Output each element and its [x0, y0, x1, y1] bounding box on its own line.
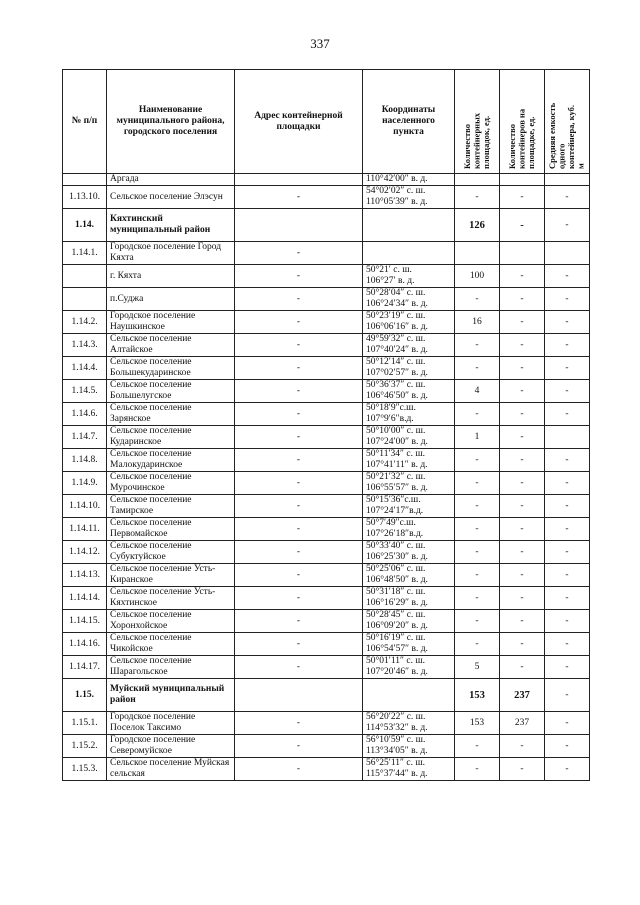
sites-count: 153 — [455, 712, 500, 735]
container-address: - — [235, 357, 363, 380]
table-row — [63, 357, 590, 380]
container-capacity: - — [545, 633, 590, 656]
container-address: - — [235, 656, 363, 679]
header-coords: Координаты населенного пункта — [363, 70, 455, 174]
containers-count: - — [500, 288, 545, 311]
header-sites-count — [455, 70, 500, 174]
coordinates: 50°11′34″ с. ш. 107°41′11″ в. д. — [363, 449, 455, 472]
header-name: Наименование муниципального района, городского поселения — [107, 70, 235, 174]
coordinates: 50°31′18″ с. ш. 106°16′29″ в. д. — [363, 587, 455, 610]
row-number — [63, 265, 107, 288]
container-capacity: - — [545, 656, 590, 679]
coordinates — [363, 679, 455, 712]
table-row — [63, 186, 590, 209]
settlement-name: Муйский муниципальный район — [107, 679, 235, 712]
container-capacity: - — [545, 403, 590, 426]
coordinates: 50°12′14″ с. ш. 107°02′57″ в. д. — [363, 357, 455, 380]
container-capacity: - — [545, 712, 590, 735]
row-number: 1.14. — [63, 209, 107, 242]
container-capacity: - — [545, 265, 590, 288]
header-containers-count — [500, 70, 545, 174]
container-address: - — [235, 449, 363, 472]
container-capacity: - — [545, 679, 590, 712]
coordinates: 50°15′36″с.ш. 107°24′17″в.д. — [363, 495, 455, 518]
sites-count: - — [455, 587, 500, 610]
sites-count: - — [455, 334, 500, 357]
container-capacity: - — [545, 357, 590, 380]
table-row — [63, 426, 590, 449]
containers-count: - — [500, 311, 545, 334]
containers-count: - — [500, 758, 545, 781]
coordinates: 50°33′40″ с. ш. 106°25′30″ в. д. — [363, 541, 455, 564]
row-number: 1.14.5. — [63, 380, 107, 403]
containers-count: - — [500, 426, 545, 449]
container-address: - — [235, 712, 363, 735]
row-number: 1.14.9. — [63, 472, 107, 495]
settlement-name: Сельское поселение Усть-Кяхтинское — [107, 587, 235, 610]
containers-count: - — [500, 564, 545, 587]
settlement-name: Сельское поселение Малокударинское — [107, 449, 235, 472]
table-row — [63, 449, 590, 472]
container-address: - — [235, 380, 363, 403]
coordinates: 50°25′06″ с. ш. 106°48′50″ в. д. — [363, 564, 455, 587]
row-number: 1.14.15. — [63, 610, 107, 633]
coordinates: 50°21′ с. ш. 106°27′ в. д. — [363, 265, 455, 288]
container-address: - — [235, 186, 363, 209]
settlement-name: Городское поселение Поселок Таксимо — [107, 712, 235, 735]
container-capacity: - — [545, 186, 590, 209]
sites-count: 4 — [455, 380, 500, 403]
container-address: - — [235, 541, 363, 564]
sites-count: - — [455, 735, 500, 758]
sites-count: - — [455, 449, 500, 472]
coordinates: 110°42′00″ в. д. — [363, 174, 455, 186]
row-number: 1.15.2. — [63, 735, 107, 758]
table-row — [63, 242, 590, 265]
coordinates: 56°20′22″ с. ш. 114°53′32″ в. д. — [363, 712, 455, 735]
containers-count: - — [500, 265, 545, 288]
container-capacity: - — [545, 209, 590, 242]
container-address: - — [235, 265, 363, 288]
header-address: Адрес контейнерной площадки — [235, 70, 363, 174]
row-number: 1.14.10. — [63, 495, 107, 518]
settlement-name: Городское поселение Город Кяхта — [107, 242, 235, 265]
containers-count: - — [500, 209, 545, 242]
container-capacity: - — [545, 380, 590, 403]
table-body — [63, 174, 590, 781]
coordinates: 50°23′19″ с. ш. 106°06′16″ в. д. — [363, 311, 455, 334]
container-address: - — [235, 472, 363, 495]
coordinates: 56°10′59″ с. ш. 113°34′05″ в. д. — [363, 735, 455, 758]
containers-count: - — [500, 633, 545, 656]
table-row — [63, 564, 590, 587]
container-capacity: - — [545, 311, 590, 334]
table-row — [63, 311, 590, 334]
table-row — [63, 679, 590, 712]
row-number: 1.15.1. — [63, 712, 107, 735]
settlement-name: Городское поселение Наушкинское — [107, 311, 235, 334]
settlement-name: Сельское поселение Мурочинское — [107, 472, 235, 495]
settlement-name: Сельское поселение Хоронхойское — [107, 610, 235, 633]
settlement-name: Сельское поселение Субуктуйское — [107, 541, 235, 564]
container-address: - — [235, 564, 363, 587]
sites-count: 126 — [455, 209, 500, 242]
container-address: - — [235, 735, 363, 758]
row-number: 1.14.17. — [63, 656, 107, 679]
row-number: 1.14.4. — [63, 357, 107, 380]
container-capacity: - — [545, 587, 590, 610]
row-number: 1.14.6. — [63, 403, 107, 426]
row-number: 1.14.1. — [63, 242, 107, 265]
settlement-name: Сельское поселение Усть-Киранское — [107, 564, 235, 587]
container-address: - — [235, 311, 363, 334]
container-capacity: - — [545, 495, 590, 518]
table-row — [63, 472, 590, 495]
container-address: - — [235, 633, 363, 656]
coordinates: 50°16′19″ с. ш. 106°54′57″ в. д. — [363, 633, 455, 656]
coordinates: 50°28′45″ с. ш. 106°09′20″ в. д. — [363, 610, 455, 633]
header-sites-count-label: Количество контейнерных площадок, ед. — [461, 112, 491, 169]
settlement-name: Сельское поселение Алтайское — [107, 334, 235, 357]
table-row — [63, 633, 590, 656]
coordinates — [363, 242, 455, 265]
container-capacity: - — [545, 288, 590, 311]
page-number: 337 — [310, 36, 330, 51]
coordinates: 54°02′02″ с. ш. 110°05′39″ в. д. — [363, 186, 455, 209]
sites-count: - — [455, 758, 500, 781]
containers-count: 237 — [500, 712, 545, 735]
coordinates: 49°59′32″ с. ш. 107°40′24″ в. д. — [363, 334, 455, 357]
containers-count — [500, 174, 545, 186]
row-number: 1.14.8. — [63, 449, 107, 472]
container-address: - — [235, 587, 363, 610]
container-address — [235, 679, 363, 712]
settlement-name: Сельское поселение Чикойское — [107, 633, 235, 656]
settlement-name: Кяхтинский муниципальный район — [107, 209, 235, 242]
containers-count: - — [500, 334, 545, 357]
containers-count: - — [500, 656, 545, 679]
container-capacity: - — [545, 449, 590, 472]
container-address: - — [235, 495, 363, 518]
sites-count: 100 — [455, 265, 500, 288]
row-number: 1.14.7. — [63, 426, 107, 449]
container-address: - — [235, 242, 363, 265]
header-containers-count-label: Количество контейнеров на площадке, ед. — [506, 108, 536, 169]
sites-count: - — [455, 495, 500, 518]
containers-count: - — [500, 403, 545, 426]
table-row — [63, 656, 590, 679]
sites-count: 153 — [455, 679, 500, 712]
coordinates: 50°21′32″ с. ш. 106°55′57″ в. д. — [363, 472, 455, 495]
containers-count: - — [500, 186, 545, 209]
header-num: № п/п — [63, 70, 107, 174]
containers-count — [500, 242, 545, 265]
row-number: 1.13.10. — [63, 186, 107, 209]
table-row — [63, 403, 590, 426]
sites-count — [455, 242, 500, 265]
container-address: - — [235, 334, 363, 357]
container-address: - — [235, 518, 363, 541]
header-capacity-label: Средняя емкость одного контейнера, куб. м — [547, 102, 586, 169]
container-capacity — [545, 242, 590, 265]
sites-count: 5 — [455, 656, 500, 679]
table-row — [63, 518, 590, 541]
table-row — [63, 610, 590, 633]
settlement-name: Сельское поселение Кударинское — [107, 426, 235, 449]
row-number — [63, 174, 107, 186]
sites-count: - — [455, 186, 500, 209]
row-number: 1.14.3. — [63, 334, 107, 357]
row-number: 1.14.16. — [63, 633, 107, 656]
container-capacity: - — [545, 735, 590, 758]
sites-count: 16 — [455, 311, 500, 334]
settlement-name: Сельское поселение Зарянское — [107, 403, 235, 426]
container-address: - — [235, 610, 363, 633]
sites-count: - — [455, 564, 500, 587]
containers-count: 237 — [500, 679, 545, 712]
sites-count: - — [455, 610, 500, 633]
container-address — [235, 174, 363, 186]
settlement-name: Сельское поселение Элэсун — [107, 186, 235, 209]
row-number: 1.15. — [63, 679, 107, 712]
coordinates: 50°36′37″ с. ш. 106°46′50″ в. д. — [363, 380, 455, 403]
coordinates: 50°7′49″с.ш. 107°26′18″в.д. — [363, 518, 455, 541]
coordinates: 56°25′11″ с. ш. 115°37′44″ в. д. — [363, 758, 455, 781]
row-number — [63, 288, 107, 311]
settlement-name: п.Суджа — [107, 288, 235, 311]
containers-count: - — [500, 587, 545, 610]
table-row — [63, 174, 590, 186]
sites-count: - — [455, 403, 500, 426]
containers-count: - — [500, 735, 545, 758]
table-row — [63, 265, 590, 288]
row-number: 1.14.11. — [63, 518, 107, 541]
table-row — [63, 587, 590, 610]
settlement-name: Сельское поселение Муйская сельская — [107, 758, 235, 781]
settlement-name: Сельское поселение Тамирское — [107, 495, 235, 518]
coordinates — [363, 209, 455, 242]
settlement-name: Сельское поселение Первомайское — [107, 518, 235, 541]
container-address: - — [235, 288, 363, 311]
container-address: - — [235, 758, 363, 781]
container-capacity: - — [545, 758, 590, 781]
table-row — [63, 209, 590, 242]
containers-count: - — [500, 449, 545, 472]
row-number: 1.14.12. — [63, 541, 107, 564]
sites-count: - — [455, 472, 500, 495]
container-capacity: - — [545, 518, 590, 541]
row-number: 1.15.3. — [63, 758, 107, 781]
container-address: - — [235, 403, 363, 426]
coordinates: 50°28′04″ с. ш. 106°24′34″ в. д. — [363, 288, 455, 311]
container-capacity: - — [545, 564, 590, 587]
register-table — [62, 69, 590, 781]
sites-count — [455, 174, 500, 186]
containers-count: - — [500, 610, 545, 633]
containers-count: - — [500, 541, 545, 564]
header-capacity — [545, 70, 590, 174]
settlement-name: Сельское поселение Большелугское — [107, 380, 235, 403]
table-row — [63, 758, 590, 781]
settlement-name: Аргада — [107, 174, 235, 186]
table-row — [63, 735, 590, 758]
containers-count: - — [500, 472, 545, 495]
container-address: - — [235, 426, 363, 449]
container-capacity: - — [545, 541, 590, 564]
sites-count: 1 — [455, 426, 500, 449]
containers-count: - — [500, 380, 545, 403]
table-row — [63, 334, 590, 357]
table-row — [63, 541, 590, 564]
containers-count: - — [500, 518, 545, 541]
coordinates: 50°18′9″с.ш. 107°9′6″в.д. — [363, 403, 455, 426]
container-capacity: - — [545, 610, 590, 633]
row-number: 1.14.14. — [63, 587, 107, 610]
container-capacity — [545, 426, 590, 449]
sites-count: - — [455, 288, 500, 311]
settlement-name: г. Кяхта — [107, 265, 235, 288]
settlement-name: Городское поселение Северомуйское — [107, 735, 235, 758]
container-capacity: - — [545, 472, 590, 495]
container-address — [235, 209, 363, 242]
row-number: 1.14.13. — [63, 564, 107, 587]
table-row — [63, 712, 590, 735]
sites-count: - — [455, 518, 500, 541]
sites-count: - — [455, 633, 500, 656]
row-number: 1.14.2. — [63, 311, 107, 334]
table-row — [63, 495, 590, 518]
table-row — [63, 380, 590, 403]
container-capacity: - — [545, 334, 590, 357]
coordinates: 50°01′11″ с. ш. 107°20′46″ в. д. — [363, 656, 455, 679]
sites-count: - — [455, 357, 500, 380]
container-capacity — [545, 174, 590, 186]
containers-count: - — [500, 495, 545, 518]
header-row — [63, 70, 590, 174]
coordinates: 50°10′00″ с. ш. 107°24′00″ в. д. — [363, 426, 455, 449]
settlement-name: Сельское поселение Большекударинское — [107, 357, 235, 380]
settlement-name: Сельское поселение Шарагольское — [107, 656, 235, 679]
sites-count: - — [455, 541, 500, 564]
table-row — [63, 288, 590, 311]
containers-count: - — [500, 357, 545, 380]
